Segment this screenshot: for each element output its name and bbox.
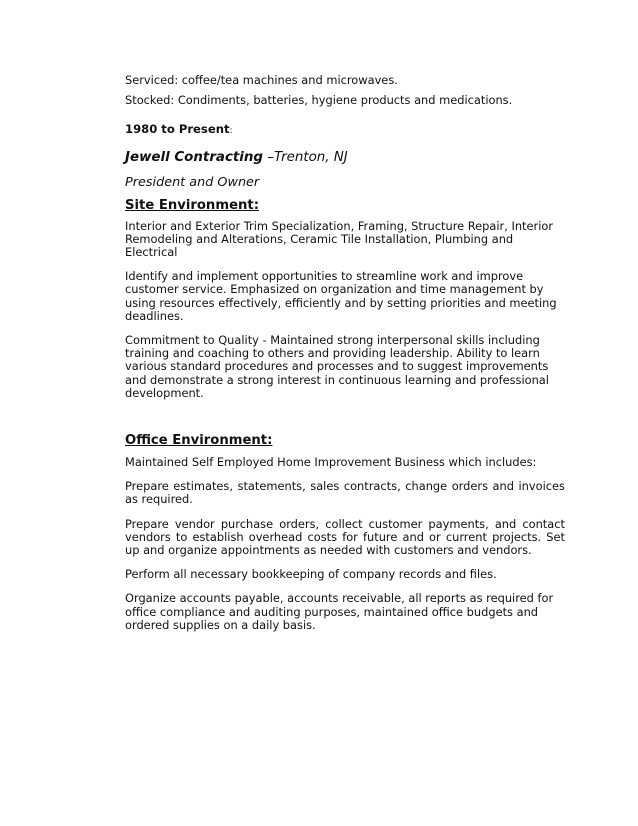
site-paragraph: Interior and Exterior Trim Specialization, Framing, Structure Repair, Interior Remodeling and Alterations, Ceramic Tile Installation, Plumbing and Electrical [125,218,554,260]
site-environment-heading: Site Environment: [125,197,259,213]
serviced-line: Serviced: coffee/tea machines and microwaves. [125,73,398,87]
office-paragraph: Perform all necessary bookkeeping of company records and files. [125,567,497,582]
company-location: –Trenton, NJ [263,149,348,165]
date-range-line [125,123,565,138]
resume-page [125,74,565,632]
site-paragraph: Commitment to Quality - Maintained strong interpersonal skills including training and coaching to others and providing leadership. Ability to learn various standard procedures and processes and to suggest improvements and demonstrate a strong interest in continuous learning and professional development. [125,333,549,400]
office-environment-heading: Office Environment: [125,433,273,449]
office-paragraph: Organize accounts payable, accounts receivable, all reports as required for office compliance and auditing purposes, maintained office budgets and ordered supplies on a daily basis. [125,591,554,632]
company-name: Jewell Contracting [125,149,264,165]
site-paragraph: Identify and implement opportunities to streamline work and improve customer service. Emphasized on organization and time management by using resources effectively, efficiently and by setting priorities and meeting deadlines. [125,269,557,323]
office-paragraph: Prepare estimates, statements, sales contracts, change orders and invoices as required. [125,479,565,507]
office-paragraph: Prepare vendor purchase orders, collect customer payments, and contact vendors to establish overhead costs for future and or current projects. Set up and organize appointments as needed with customers and vendors. [125,516,565,558]
office-paragraph: Maintained Self Employed Home Improvement Business which includes: [125,455,537,470]
date-range-colon: : [229,126,233,137]
job-title: President and Owner [125,174,260,190]
company-line [125,150,565,165]
date-range: 1980 to Present [125,122,230,137]
stocked-line: Stocked: Condiments, batteries, hygiene products and medications. [125,93,513,108]
